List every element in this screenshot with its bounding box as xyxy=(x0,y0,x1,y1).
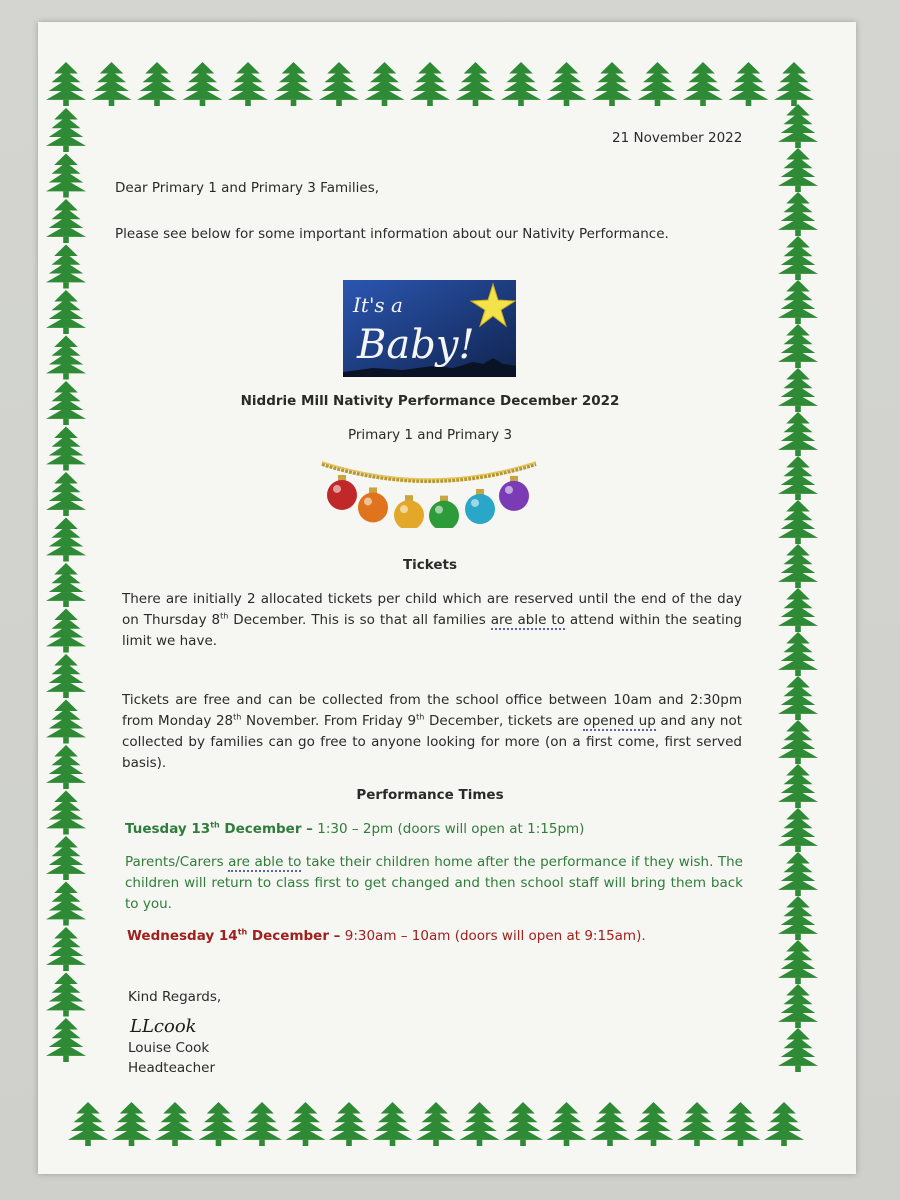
tree-icon xyxy=(46,882,86,926)
tree-icon xyxy=(46,791,86,835)
tree-icon xyxy=(778,236,818,280)
bauble-icon xyxy=(499,476,529,511)
bauble-icon xyxy=(465,489,495,524)
tree-icon xyxy=(410,62,450,106)
intro-text: Please see below for some important information about our Nativity Performance. xyxy=(115,226,669,242)
bauble-icon xyxy=(429,496,459,528)
tree-icon xyxy=(92,62,132,106)
tree-icon xyxy=(778,280,818,324)
tree-icon xyxy=(46,199,86,243)
bauble-icon xyxy=(327,475,357,510)
tree-icon xyxy=(778,544,818,588)
tree-icon xyxy=(460,1102,500,1146)
tree-icon xyxy=(456,62,496,106)
banner-text-baby: Baby! xyxy=(357,322,475,368)
tuesday-performance: Tuesday 13th December – 1:30 – 2pm (doors will open at 1:15pm) xyxy=(125,820,585,837)
tree-icon xyxy=(46,836,86,880)
tuesday-note: Parents/Carers are able to take their children home after the performance if they wish. The children will return to class first to get changed and then school staff will bring them back to you. xyxy=(125,854,743,912)
tree-icon xyxy=(242,1102,282,1146)
tree-icon xyxy=(46,518,86,562)
tree-icon xyxy=(46,654,86,698)
tree-icon xyxy=(46,745,86,789)
tree-icon xyxy=(274,62,314,106)
tree-icon xyxy=(46,336,86,380)
closing: Kind Regards, xyxy=(128,989,222,1005)
tree-icon xyxy=(46,108,86,152)
signatory-name: Louise Cook xyxy=(128,1040,210,1056)
signature xyxy=(128,1010,208,1040)
bauble-icon xyxy=(394,495,424,528)
letter-date: 21 November 2022 xyxy=(612,130,743,146)
tree-icon xyxy=(778,456,818,500)
tree-icon xyxy=(112,1102,152,1146)
tree-icon xyxy=(68,1102,108,1146)
tree-icon xyxy=(501,62,541,106)
tree-icon xyxy=(677,1102,717,1146)
tree-icon xyxy=(590,1102,630,1146)
tree-icon xyxy=(774,62,814,106)
tree-icon xyxy=(46,62,86,106)
tree-icon xyxy=(778,940,818,984)
tree-icon xyxy=(592,62,632,106)
tree-icon xyxy=(503,1102,543,1146)
tree-icon xyxy=(46,154,86,198)
tree-icon xyxy=(183,62,223,106)
tree-icon xyxy=(46,245,86,289)
signatory-role: Headteacher xyxy=(128,1060,216,1076)
tree-icon xyxy=(155,1102,195,1146)
svg-text:LLcook: LLcook xyxy=(130,1016,197,1037)
tree-icon xyxy=(778,632,818,676)
tree-icon xyxy=(778,324,818,368)
tree-icon xyxy=(778,412,818,456)
tree-icon xyxy=(778,984,818,1028)
tree-icon xyxy=(46,563,86,607)
tree-icon xyxy=(778,192,818,236)
tree-icon xyxy=(46,381,86,425)
performance-title: Niddrie Mill Nativity Performance December 2022 xyxy=(240,393,620,409)
tree-icon xyxy=(46,427,86,471)
tree-icon xyxy=(778,104,818,148)
tree-icon xyxy=(778,1028,818,1072)
tree-icon xyxy=(46,290,86,334)
tree-icon xyxy=(638,62,678,106)
tree-icon xyxy=(416,1102,456,1146)
its-a-baby-banner xyxy=(343,280,516,377)
tree-icon xyxy=(228,62,268,106)
tree-icon xyxy=(778,676,818,720)
tree-icon xyxy=(778,896,818,940)
tree-icon xyxy=(365,62,405,106)
bauble-icon xyxy=(358,487,388,522)
tree-icon xyxy=(319,62,359,106)
tree-icon xyxy=(764,1102,804,1146)
tree-icon xyxy=(683,62,723,106)
tree-icon xyxy=(634,1102,674,1146)
banner-text-its-a: It's a xyxy=(353,293,403,317)
tree-icon xyxy=(778,500,818,544)
tree-icon xyxy=(729,62,769,106)
performance-subtitle: Primary 1 and Primary 3 xyxy=(347,427,513,443)
tree-icon xyxy=(199,1102,239,1146)
tree-icon xyxy=(778,720,818,764)
tree-icon xyxy=(778,368,818,412)
tree-icon xyxy=(778,808,818,852)
tree-icon xyxy=(778,588,818,632)
tickets-heading: Tickets xyxy=(402,557,458,573)
tree-icon xyxy=(547,62,587,106)
tree-icon xyxy=(46,927,86,971)
tree-icon xyxy=(778,148,818,192)
tree-icon xyxy=(46,609,86,653)
tree-icon xyxy=(329,1102,369,1146)
tree-icon xyxy=(778,852,818,896)
tree-icon xyxy=(46,1018,86,1062)
wednesday-performance: Wednesday 14th December – 9:30am – 10am (doors will open at 9:15am). xyxy=(127,927,646,944)
tree-icon xyxy=(46,973,86,1017)
bauble-garland xyxy=(318,458,540,528)
tree-icon xyxy=(46,472,86,516)
tree-icon xyxy=(137,62,177,106)
greeting: Dear Primary 1 and Primary 3 Families, xyxy=(115,180,380,196)
performance-times-heading: Performance Times xyxy=(356,787,504,803)
tickets-paragraph-1: There are initially 2 allocated tickets per child which are reserved until the end of the day on Thursday 8th December. This is so that all families are able to attend within the seating limit we have. xyxy=(122,591,742,649)
tree-icon xyxy=(721,1102,761,1146)
tree-icon xyxy=(778,764,818,808)
tree-icon xyxy=(373,1102,413,1146)
tree-icon xyxy=(286,1102,326,1146)
tree-icon xyxy=(46,700,86,744)
tree-icon xyxy=(547,1102,587,1146)
tickets-paragraph-2: Tickets are free and can be collected from the school office between 10am and 2:30pm from Monday 28th November. From Friday 9th December, tickets are opened up and any not collected by families can go free to anyone looking for more (on a first come, first served basis). xyxy=(122,692,742,771)
